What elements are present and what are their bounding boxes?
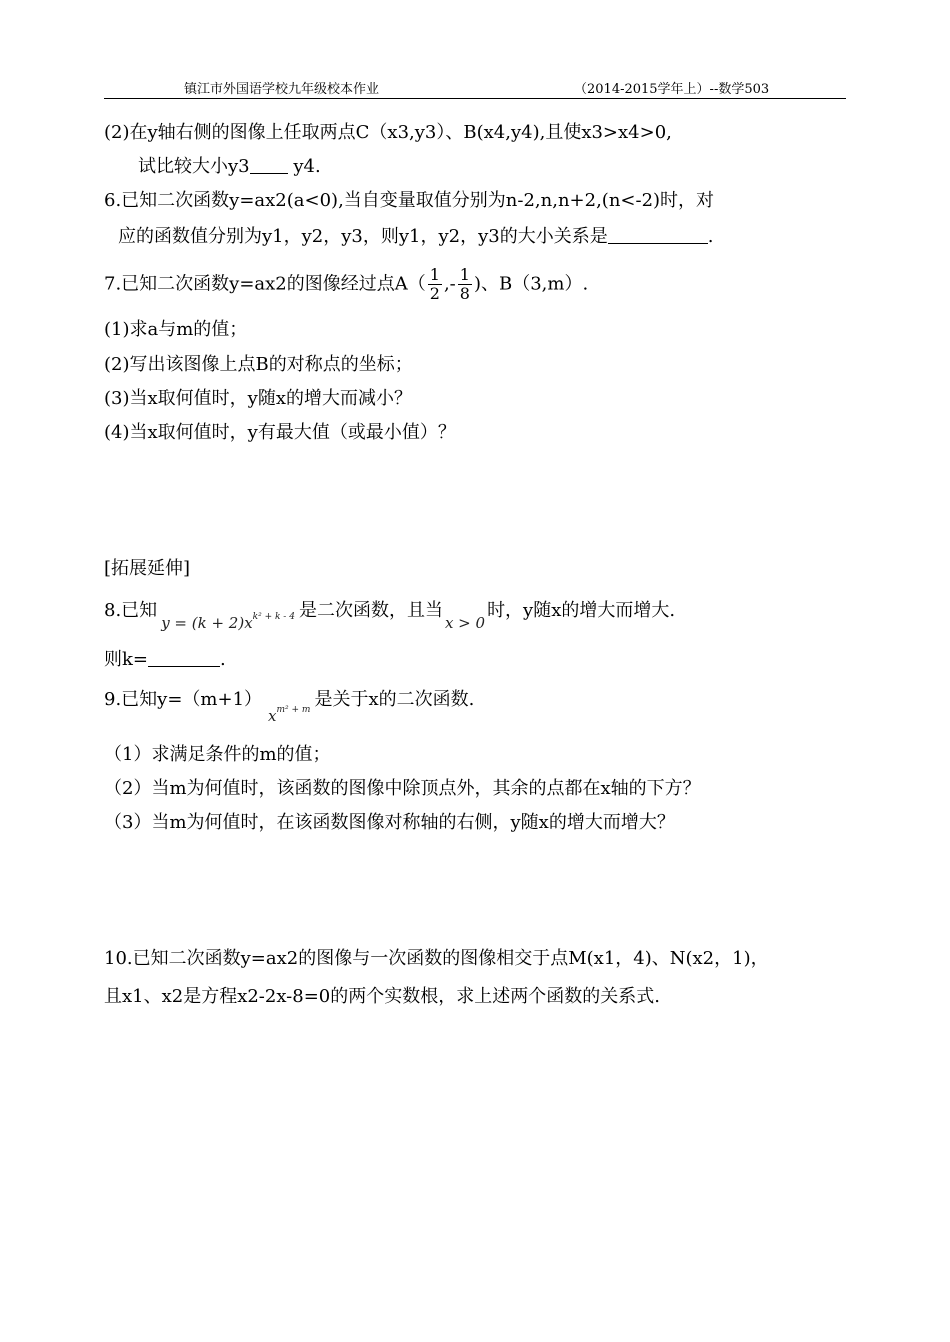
q9-part2: （2）当m为何值时，该函数的图像中除顶点外，其余的点都在x轴的下方？ (104, 778, 701, 799)
fraction-half (428, 266, 442, 303)
q8-end: . (220, 649, 226, 670)
q7-part1: (1)求a与m的值； (104, 319, 248, 340)
compare-text: 试比较大小y3 (138, 156, 250, 177)
answer-blank (148, 648, 220, 667)
formula-exponent: k² + k - 4 (252, 612, 295, 622)
q7-suffix: )、B（3,m）. (473, 273, 589, 295)
formula-exponent: m² + m (276, 705, 311, 715)
q5-part2-line1: (2)在y轴右侧的图像上任取两点C（x3,y3）、B(x4,y4),且使x3>x4>0, (104, 122, 672, 143)
frac-numerator: 1 (459, 265, 470, 284)
frac-denominator: 2 (429, 284, 440, 303)
formula-base: y = (k + 2)x (161, 614, 253, 632)
q9-prefix: 9.已知y=（m+1） (104, 689, 263, 710)
q8-mid: 是二次函数，且当 (298, 600, 443, 621)
q6-line1: 6.已知二次函数y=ax2(a<0),当自变量取值分别为n-2,n,n+2,(n<-2)时，对 (104, 190, 715, 211)
answer-blank (608, 225, 708, 244)
q7-mid: ,- (443, 273, 456, 295)
q8-prefix: 8.已知 (104, 600, 158, 621)
formula-base: x (268, 707, 277, 725)
q9-part1: （1）求满足条件的m的值； (104, 744, 331, 765)
q8-stem (104, 592, 676, 632)
q8-k-label: 则k= (104, 649, 148, 670)
answer-blank (250, 155, 288, 174)
school-title: 镇江市外国语学校九年级校本作业 (184, 82, 380, 97)
q6-text: 应的函数值分别为y1，y2，y3，则y1，y2，y3的大小关系是 (118, 226, 608, 247)
term-subject: （2014-2015学年上）--数学503 (574, 82, 770, 97)
frac-numerator: 1 (429, 265, 440, 284)
q7-part2: (2)写出该图像上点B的对称点的坐标； (104, 354, 413, 375)
q5-part2-line2 (138, 154, 321, 180)
fraction-eighth (458, 266, 472, 303)
frac-denominator: 8 (459, 284, 470, 303)
compare-end: y4. (287, 156, 321, 177)
q6-end: . (707, 226, 714, 247)
q7-part4: (4)当x取何值时，y有最大值（或最小值）？ (104, 422, 456, 443)
q10-line1: 10.已知二次函数y=ax2的图像与一次函数的图像相交于点M(x1，4)、N(x2，1)， (104, 948, 769, 969)
q9-stem (104, 681, 475, 725)
q6-line2 (118, 224, 713, 250)
q9-formula (268, 707, 310, 725)
q10-line2: 且x1、x2是方程x2-2x-8=0的两个实数根，求上述两个函数的关系式. (104, 986, 660, 1007)
q7-prefix: 7.已知二次函数y=ax2的图像经过点A（ (104, 273, 426, 295)
q7-part3: (3)当x取何值时，y随x的增大而减小？ (104, 388, 412, 409)
q9-part3: （3）当m为何值时，在该函数图像对称轴的右侧，y随x的增大而增大？ (104, 812, 675, 833)
section-heading: [拓展延伸] (104, 558, 191, 579)
q7-stem (104, 266, 588, 303)
q9-suffix: 是关于x的二次函数. (314, 689, 475, 710)
q8-suffix: 时，y随x的增大而增大. (487, 600, 676, 621)
q8-line2 (104, 647, 226, 673)
q8-formula (161, 614, 295, 632)
page-header (104, 76, 846, 99)
q8-condition: x > 0 (444, 614, 486, 632)
